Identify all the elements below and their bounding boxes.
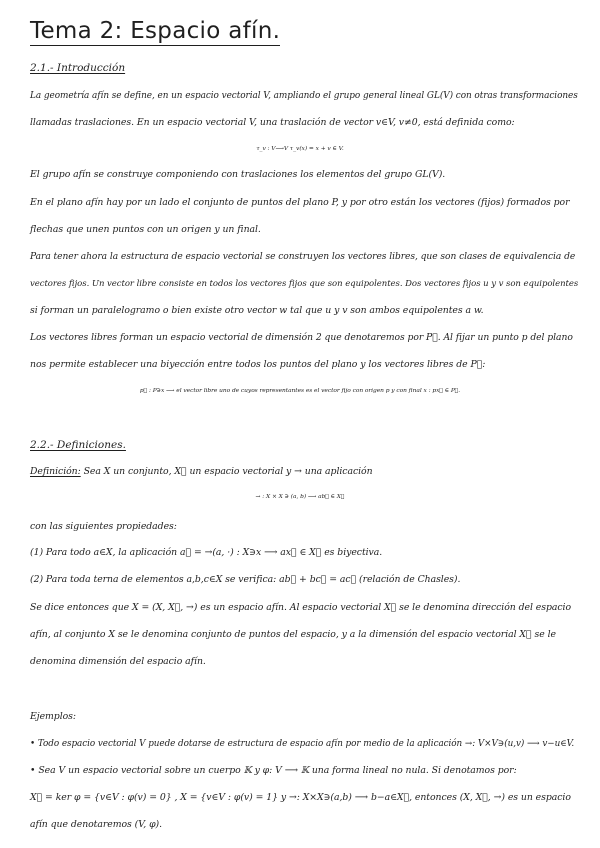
paragraph-line: Para tener ahora la estructura de espacio vectorial se construyen los vectores libres, que son clases de equivalencia de [30,252,576,262]
page-title: Tema 2: Espacio afín. [30,18,281,44]
section-heading-introduccion: 2.1.- Introducción [30,62,126,74]
formula-bijection: p⃗ : P∋x ⟶ el vector libre uno de cuyos representantes es el vector fijo con origen p y con final x : px⃗ ∈ P⃗. [139,388,461,394]
formula-arrow-map: → : X × X ∋ (a, b) ⟶ ab⃗ ∈ X⃗ [255,494,345,500]
example-formula: X⃗ = ker φ = {v∈V : φ(v) = 0} , X = {v∈V : φ(v) = 1} y →: X×X∋(a,b) ⟶ b−a∈X⃗, entonces (X, X⃗, →) es un espacio [30,792,571,803]
paragraph-line: afín, al conjunto X se le denomina conjunto de puntos del espacio, y a la dimensión del espacio vectorial X⃗ se le [30,629,556,640]
paragraph-line: afín que denotaremos (V, φ). [30,819,163,830]
definition-line [30,465,373,479]
paragraph-line: nos permite establecer una biyección entre todos los puntos del plano y los vectores libres de P⃗: [30,359,486,370]
example-item: • Todo espacio vectorial V puede dotarse de estructura de espacio afín por medio de la aplicación →: V×V∋(u,v) ⟶ v−u∈V. [30,739,575,749]
paragraph-line: Se dice entonces que X = (X, X⃗, →) es un espacio afín. Al espacio vectorial X⃗ se le denomina dirección del espacio [30,602,571,613]
paragraph-line: vectores fijos. Un vector libre consiste en todos los vectores fijos que son equipolentes. Dos vectores fijos u y v son equipolentes [30,279,579,289]
paragraph-line: si forman un paralelogramo o bien existe otro vector w tal que u y v son ambos equipolentes a w. [30,305,484,316]
property-2: (2) Para toda terna de elementos a,b,c∈X se verifica: ab⃗ + bc⃗ = ac⃗ (relación de Chasles). [30,574,461,585]
paragraph-line: El grupo afín se construye componiendo con traslaciones los elementos del grupo GL(V). [30,169,446,180]
paragraph-line: denomina dimensión del espacio afín. [30,656,206,667]
paragraph-line: con las siguientes propiedades: [30,521,177,532]
paragraph-line: En el plano afín hay por un lado el conjunto de puntos del plano P, y por otro están los vectores (fijos) formados por [30,197,570,208]
paragraph-line: Los vectores libres forman un espacio vectorial de dimensión 2 que denotaremos por P⃗. Al fijar un punto p del plano [30,332,573,343]
paragraph-line: flechas que unen puntos con un origen y un final. [30,224,261,235]
examples-heading: Ejemplos: [30,711,76,722]
paragraph-line: llamadas traslaciones. En un espacio vectorial V, una traslación de vector v∈V, v≠0, está definida como: [30,117,515,128]
paragraph-line: La geometría afín se define, en un espacio vectorial V, ampliando el grupo general lineal GL(V) con otras transformaciones [30,91,578,101]
section-heading-definiciones: 2.2.- Definiciones. [30,439,126,451]
definition-label: Definición: [30,466,81,477]
definition-text: Sea X un conjunto, X⃗ un espacio vectorial y → una aplicación [83,466,373,477]
property-1: (1) Para todo a∈X, la aplicación a⃗ = →(a, ·) : X∋x ⟶ ax⃗ ∈ X⃗ es biyectiva. [30,547,383,558]
example-item: • Sea V un espacio vectorial sobre un cuerpo 𝕂 y φ: V ⟶ 𝕂 una forma lineal no nula. Si denotamos por: [30,765,517,776]
formula-translation: τ_v : V⟶V τ_v(x) = x + v ∈ V. [256,146,344,152]
